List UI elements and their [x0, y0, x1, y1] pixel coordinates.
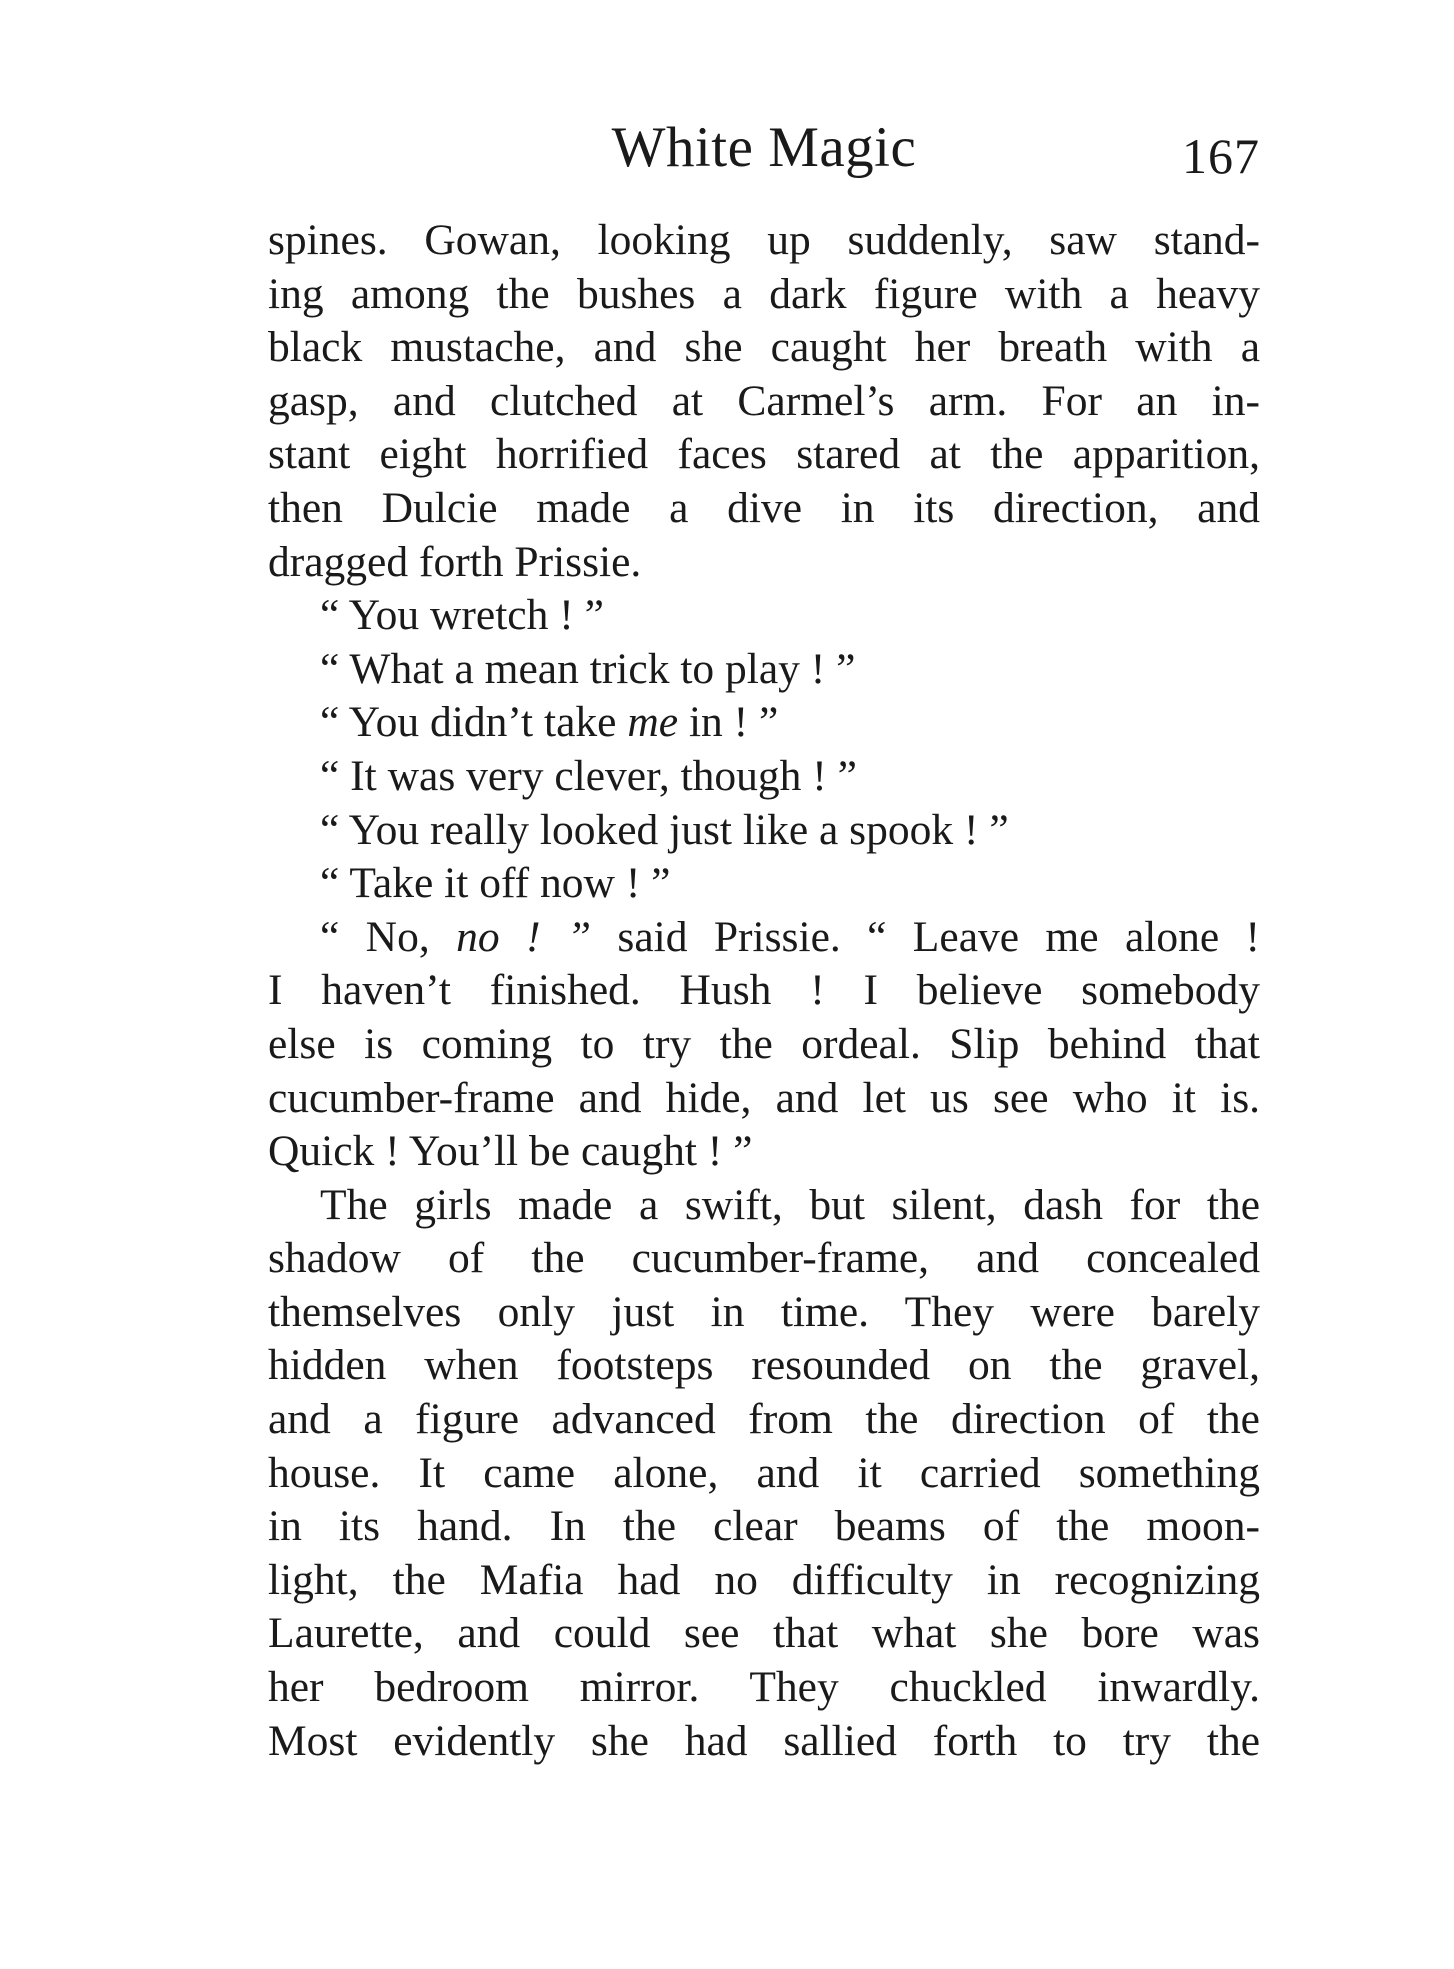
dialogue-line: “ It was very clever, though ! ”	[320, 751, 857, 800]
body-text	[268, 214, 1260, 1768]
dialogue-line	[268, 911, 1260, 965]
paragraph-start-line: The girls made a swift, but silent, dash for the	[320, 1180, 1260, 1229]
text-line: then Dulcie made a dive in its direction, and	[268, 483, 1260, 532]
text-line: cucumber-frame and hide, and let us see who it is.	[268, 1073, 1260, 1122]
dialogue-line: “ You wretch ! ”	[320, 591, 604, 640]
text-segment: “ No,	[320, 912, 457, 961]
text-line: themselves only just in time. They were barely	[268, 1287, 1260, 1336]
page-number: 167	[1182, 128, 1260, 184]
text-line: else is coming to try the ordeal. Slip behind that	[268, 1019, 1260, 1068]
text-line: stant eight horrified faces stared at the apparition,	[268, 430, 1260, 479]
dialogue-line: “ Take it off now ! ”	[320, 859, 671, 908]
text-line: black mustache, and she caught her breath with a	[268, 323, 1260, 372]
text-segment: “ You didn’t take	[320, 698, 628, 747]
text-line: her bedroom mirror. They chuckled inwardly.	[268, 1663, 1260, 1712]
text-line: Laurette, and could see that what she bore was	[268, 1609, 1260, 1658]
text-segment: in ! ”	[678, 698, 779, 747]
dialogue-line: “ You really looked just like a spook ! ”	[320, 805, 1009, 854]
text-line: ing among the bushes a dark figure with a heavy	[268, 269, 1260, 318]
text-line: Most evidently she had sallied forth to try the	[268, 1716, 1260, 1765]
text-segment: said Prissie. “ Leave me alone !	[591, 912, 1261, 961]
text-line: dragged forth Prissie.	[268, 537, 642, 586]
text-line: Quick ! You’ll be caught ! ”	[268, 1127, 753, 1176]
dialogue-line	[268, 696, 1260, 750]
text-line: shadow of the cucumber-frame, and concealed	[268, 1234, 1260, 1283]
running-title: White Magic	[611, 116, 917, 179]
dialogue-line: “ What a mean trick to play ! ”	[320, 644, 856, 693]
text-line: light, the Mafia had no difficulty in recognizing	[268, 1555, 1260, 1604]
text-line: house. It came alone, and it carried something	[268, 1448, 1260, 1497]
text-line: hidden when footsteps resounded on the gravel,	[268, 1341, 1260, 1390]
text-line: gasp, and clutched at Carmel’s arm. For an in-	[268, 376, 1260, 425]
text-line: in its hand. In the clear beams of the moon-	[268, 1502, 1260, 1551]
text-line: spines. Gowan, looking up suddenly, saw stand-	[268, 216, 1260, 264]
italic-word: me	[627, 698, 679, 747]
italic-word: no ! ”	[456, 912, 592, 961]
running-head	[268, 112, 1260, 184]
text-line: I haven’t finished. Hush ! I believe somebody	[268, 966, 1260, 1015]
text-line: and a figure advanced from the direction of the	[268, 1395, 1260, 1444]
